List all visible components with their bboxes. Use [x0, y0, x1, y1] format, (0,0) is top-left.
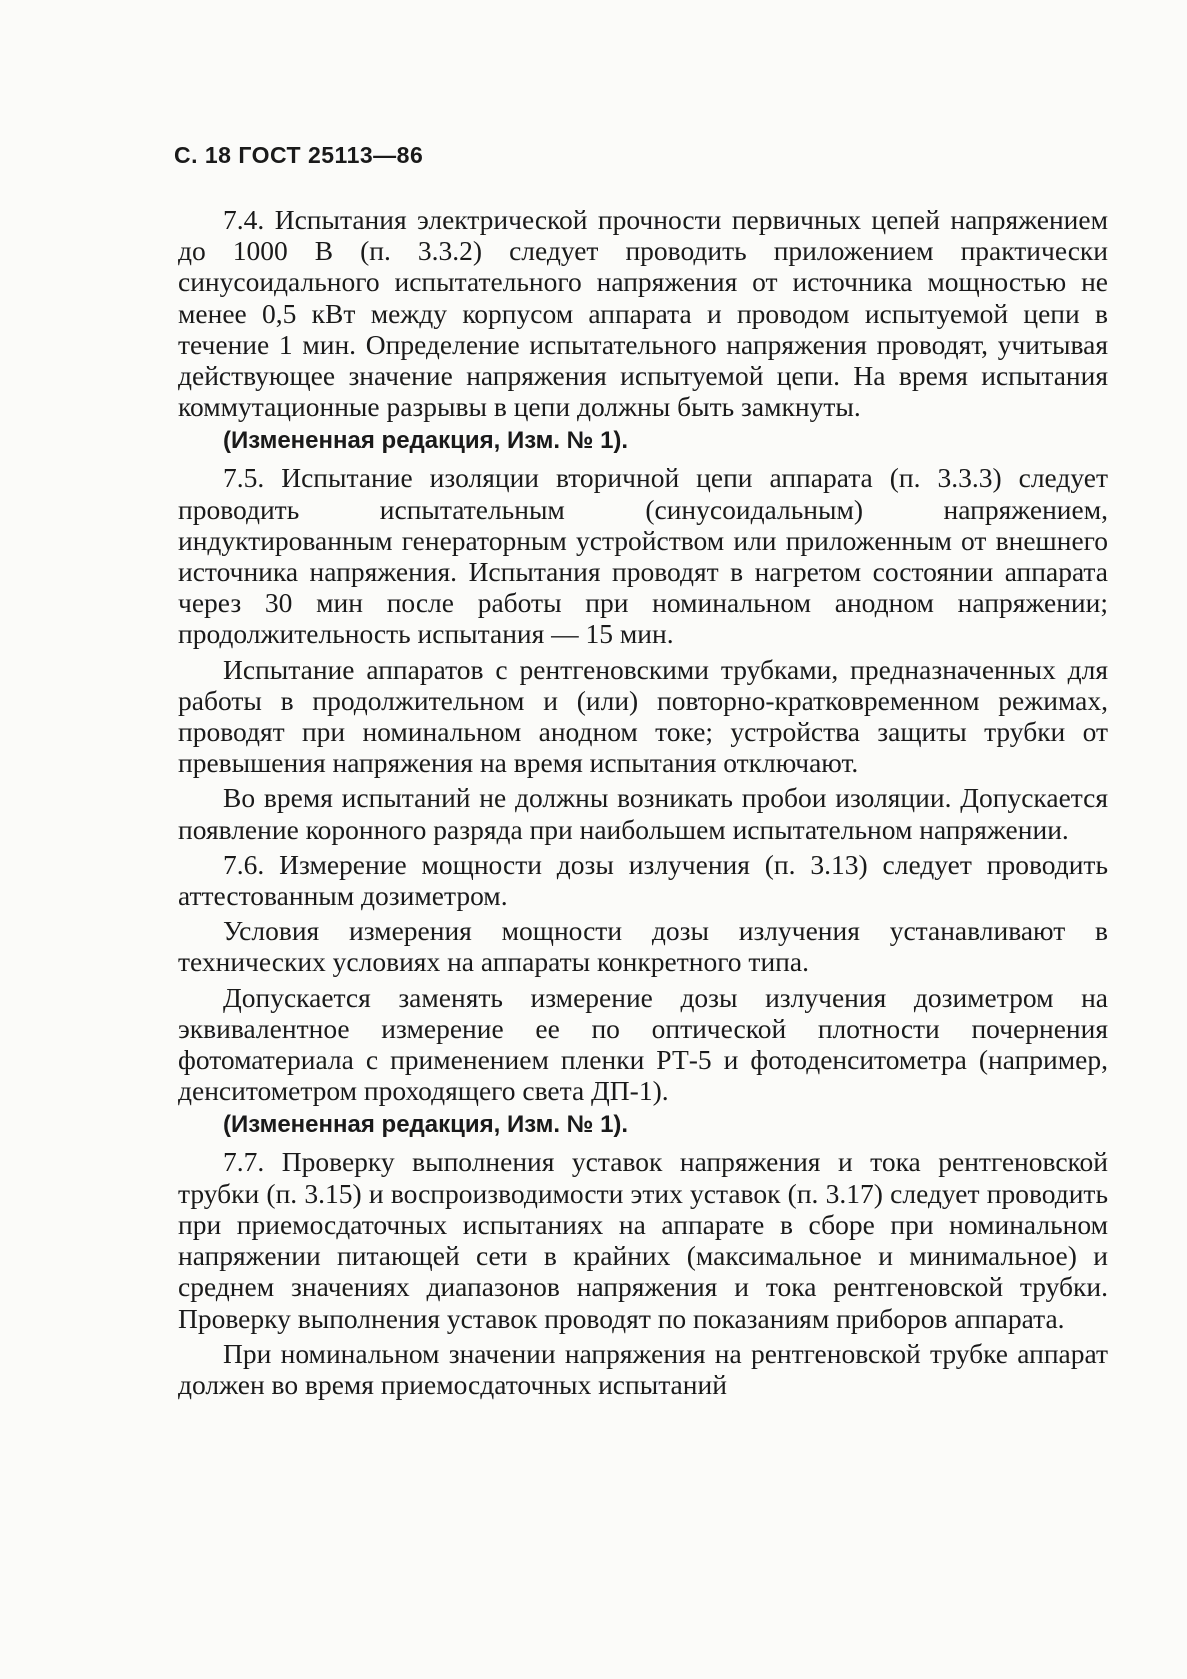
- paragraph-7-5: 7.5. Испытание изоляции вторичной цепи аппарата (п. 3.3.3) следует проводить испытательным (синусоидальным) напряжением, индуктированным генераторным устройством или приложенным от внешнего источника напряжения. Испытания проводят в нагретом состоянии аппарата через 30 мин после работы при номинальном анодном напряжении; продолжительность испытания — 15 мин.: [178, 462, 1108, 650]
- paragraph: Испытание аппаратов с рентгеновскими трубками, предназначенных для работы в продолжительном и (или) повторно-кратковременном режимах, проводят при номинальном анодном токе; устройства защиты трубки от превышения напряжения на время испытания отключают.: [178, 653, 1108, 779]
- paragraph-7-7: 7.7. Проверку выполнения уставок напряжения и тока рентгеновской трубки (п. 3.15) и воспроизводимости этих уставок (п. 3.17) следует проводить при приемосдаточных испытаниях на аппарате в сборе при номинальном напряжении питающей сети в крайних (максимальное и минимальное) и среднем значениях диапазонов напряжения и тока рентгеновской трубки. Проверку выполнения уставок проводят по показаниям приборов аппарата.: [178, 1146, 1108, 1334]
- paragraph: Во время испытаний не должны возникать пробои изоляции. Допускается появление коронного разряда при наибольшем испытательном напряжении.: [178, 782, 1108, 845]
- paragraph: При номинальном значении напряжения на рентгеновской трубке аппарат должен во время приемосдаточных испытаний: [178, 1337, 1108, 1400]
- paragraph: Допускается заменять измерение дозы излучения дозиметром на эквивалентное измерение ее по оптической плотности почернения фотоматериала с применением пленки РТ-5 и фотоденситометра (например, денситометром проходящего света ДП-1).: [178, 981, 1108, 1107]
- paragraph: Условия измерения мощности дозы излучения устанавливают в технических условиях на аппараты конкретного типа.: [178, 915, 1108, 978]
- amendment-note: (Измененная редакция, Изм. № 1).: [223, 427, 629, 455]
- page-header: С. 18 ГОСТ 25113—86: [174, 142, 424, 168]
- paragraph-7-6: 7.6. Измерение мощности дозы излучения (п. 3.13) следует проводить аттестованным дозиметром.: [178, 848, 1108, 912]
- amendment-note: (Измененная редакция, Изм. № 1).: [223, 1111, 629, 1139]
- paragraph-7-4: 7.4. Испытания электрической прочности первичных цепей напряжением до 1000 В (п. 3.3.2) следует проводить приложением практически синусоидального испытательного напряжения от источника мощностью не менее 0,5 кВт между корпусом аппарата и проводом испытуемой цепи в течение 1 мин. Определение испытательного напряжения проводят, учитывая действующее значение напряжения испытуемой цепи. На время испытания коммутационные разрывы в цепи должны быть замкнуты.: [178, 204, 1108, 423]
- body-text: [178, 204, 1108, 1404]
